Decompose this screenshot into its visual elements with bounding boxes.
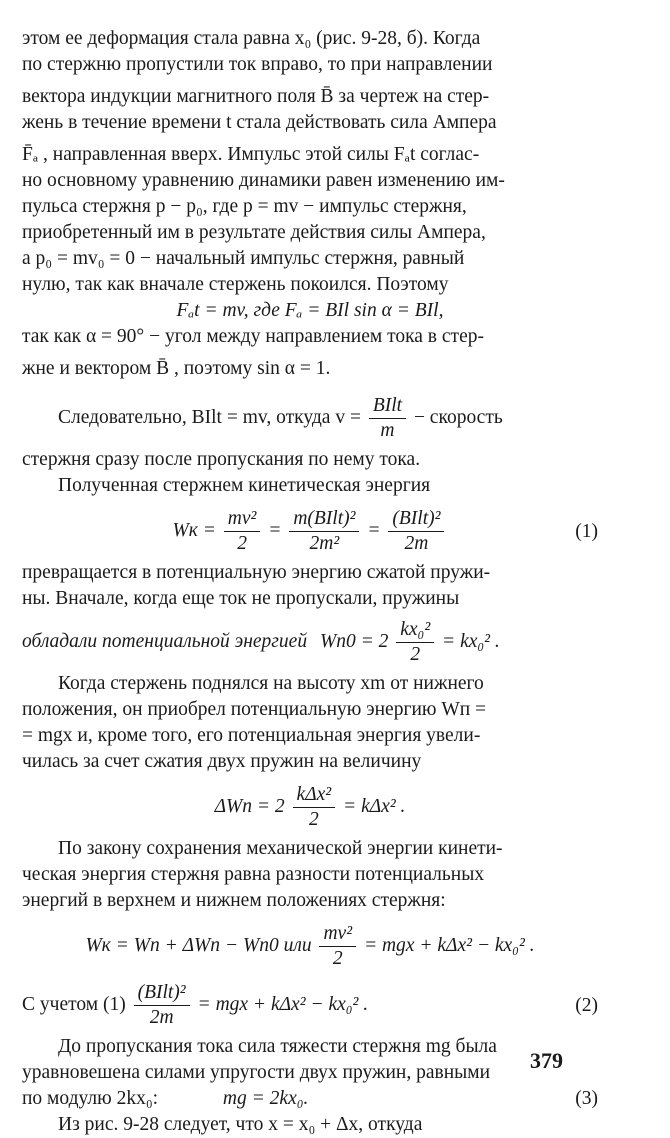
text-line: До пропускания тока сила тяжести стержня mg была bbox=[58, 1036, 497, 1057]
text-line: ческая энергия стержня равна разности потенциальных bbox=[22, 864, 485, 885]
dw-lhs: ΔWп = 2 bbox=[214, 795, 285, 817]
text-line: По закону сохранения механической энергии кинети- bbox=[58, 838, 503, 859]
eq3-prefix: по модулю 2kx₀: bbox=[22, 1088, 159, 1109]
velocity-equation bbox=[22, 394, 598, 443]
kinetic-fraction-1 bbox=[224, 507, 261, 556]
w0-rhs: = kx₀² . bbox=[442, 630, 500, 652]
text-line: жне и вектором B̄ , поэтому sin α = 1. bbox=[22, 358, 331, 379]
initial-potential-equation bbox=[22, 618, 598, 667]
velocity-prefix: Следовательно, BIlt = mv, откуда v = bbox=[58, 406, 361, 428]
equals-sign: = bbox=[268, 519, 282, 541]
fraction-numerator: kx₀² bbox=[396, 618, 434, 643]
page-number: 379 bbox=[530, 1048, 563, 1073]
page-body bbox=[22, 26, 598, 1138]
text-line: вектора индукции магнитного поля B̄ за чертеж на стер- bbox=[22, 86, 490, 107]
fraction-numerator: kΔx² bbox=[293, 783, 336, 808]
eq2-prefix: С учетом (1) bbox=[22, 993, 126, 1015]
eq3-body: mg = 2kx₀. bbox=[222, 1088, 309, 1109]
dw-rhs: = kΔx² . bbox=[343, 795, 406, 817]
text-prefix: обладали потенциальной энергией bbox=[22, 630, 308, 652]
text-line: ны. Вначале, когда еще ток не пропускали, пружины bbox=[22, 588, 460, 609]
kinetic-fraction-3 bbox=[388, 507, 444, 556]
text-line: пульса стержня p − p₀, где p = mv − импульс стержня, bbox=[22, 196, 467, 217]
text-line: по стержню пропустили ток вправо, то при направлении bbox=[22, 54, 493, 75]
fraction-denominator: 2 bbox=[308, 809, 319, 830]
kinetic-energy-equation bbox=[22, 507, 598, 556]
equation-3 bbox=[22, 1086, 598, 1112]
fraction-denominator: 2 bbox=[410, 644, 421, 665]
text-line: нулю, так как вначале стержень покоился. Поэтому bbox=[22, 274, 449, 295]
text-line: энергий в верхнем и нижнем положениях стержня: bbox=[22, 890, 446, 911]
equation-2 bbox=[22, 981, 598, 1030]
equation-number: (3) bbox=[575, 1088, 598, 1109]
velocity-suffix: − скорость bbox=[413, 406, 503, 428]
text-line: Полученная стержнем кинетическая энергия bbox=[58, 475, 431, 496]
text-line: = mgx и, кроме того, его потенциальная энергия увели- bbox=[22, 725, 481, 746]
delta-potential-equation bbox=[22, 783, 598, 832]
text-line: стержня сразу после пропускания по нему тока. bbox=[22, 449, 421, 470]
eq2-rhs: = mgx + kΔx² − kx₀² . bbox=[197, 993, 369, 1015]
fraction-denominator: 2m² bbox=[309, 533, 340, 554]
eq2-fraction bbox=[134, 981, 190, 1030]
fraction-denominator: 2 bbox=[237, 533, 247, 554]
text-line: уравновешена силами упругости двух пружин, равными bbox=[22, 1062, 490, 1083]
fraction-denominator: 2m bbox=[404, 533, 429, 554]
equals-sign: = bbox=[367, 519, 381, 541]
text-line: так как α = 90° − угол между направлением тока в стер- bbox=[22, 326, 484, 347]
fraction-numerator: (BIlt)² bbox=[134, 981, 190, 1006]
text-line: а p₀ = mv₀ = 0 − начальный импульс стержня, равный bbox=[22, 248, 465, 269]
conservation-fraction bbox=[319, 922, 356, 971]
text-line: Из рис. 9-28 следует, что x = x₀ + Δx, откуда bbox=[58, 1114, 423, 1135]
text-line: но основному уравнению динамики равен изменению им- bbox=[22, 170, 505, 191]
fraction-numerator: mv² bbox=[224, 507, 261, 532]
conservation-equation bbox=[22, 922, 598, 971]
equation-ampere: Fₐt = mv, где Fₐ = BIl sin α = BIl, bbox=[176, 300, 444, 321]
conservation-lhs: Wк = Wп + ΔWп − Wп0 или bbox=[85, 934, 312, 956]
fraction-denominator: 2m bbox=[149, 1007, 174, 1028]
text-line: жень в течение времени t стала действовать сила Ампера bbox=[22, 112, 497, 133]
equation-number: (2) bbox=[575, 994, 598, 1016]
fraction-numerator: BIlt bbox=[369, 394, 406, 419]
fraction-denominator: 2 bbox=[332, 948, 343, 969]
text-line: превращается в потенциальную энергию сжатой пружи- bbox=[22, 562, 491, 583]
text-line: положения, он приобрел потенциальную энергию Wп = bbox=[22, 699, 487, 720]
text-line: приобретенный им в результате действия силы Ампера, bbox=[22, 222, 486, 243]
text-line: Когда стержень поднялся на высоту xm от нижнего bbox=[58, 673, 484, 694]
conservation-rhs: = mgx + kΔx² − kx₀² . bbox=[363, 934, 535, 956]
equation-number: (1) bbox=[575, 520, 598, 542]
w0-fraction bbox=[396, 618, 434, 667]
velocity-fraction bbox=[369, 394, 406, 443]
fraction-numerator: m(BIlt)² bbox=[289, 507, 359, 532]
w0-lhs: Wп0 = 2 bbox=[319, 630, 389, 652]
fraction-denominator: m bbox=[380, 420, 395, 441]
fraction-numerator: mv² bbox=[319, 922, 356, 947]
dw-fraction bbox=[293, 783, 336, 832]
fraction-numerator: (BIlt)² bbox=[388, 507, 444, 532]
text-line: чилась за счет сжатия двух пружин на величину bbox=[22, 751, 422, 772]
kinetic-fraction-2 bbox=[289, 507, 359, 556]
text-line: этом ее деформация стала равна x₀ (рис. 9-28, б). Когда bbox=[22, 28, 481, 49]
kinetic-lhs: Wк = bbox=[172, 519, 216, 541]
text-line: F̄ₐ , направленная вверх. Импульс этой силы Fₐt соглас- bbox=[22, 144, 480, 165]
